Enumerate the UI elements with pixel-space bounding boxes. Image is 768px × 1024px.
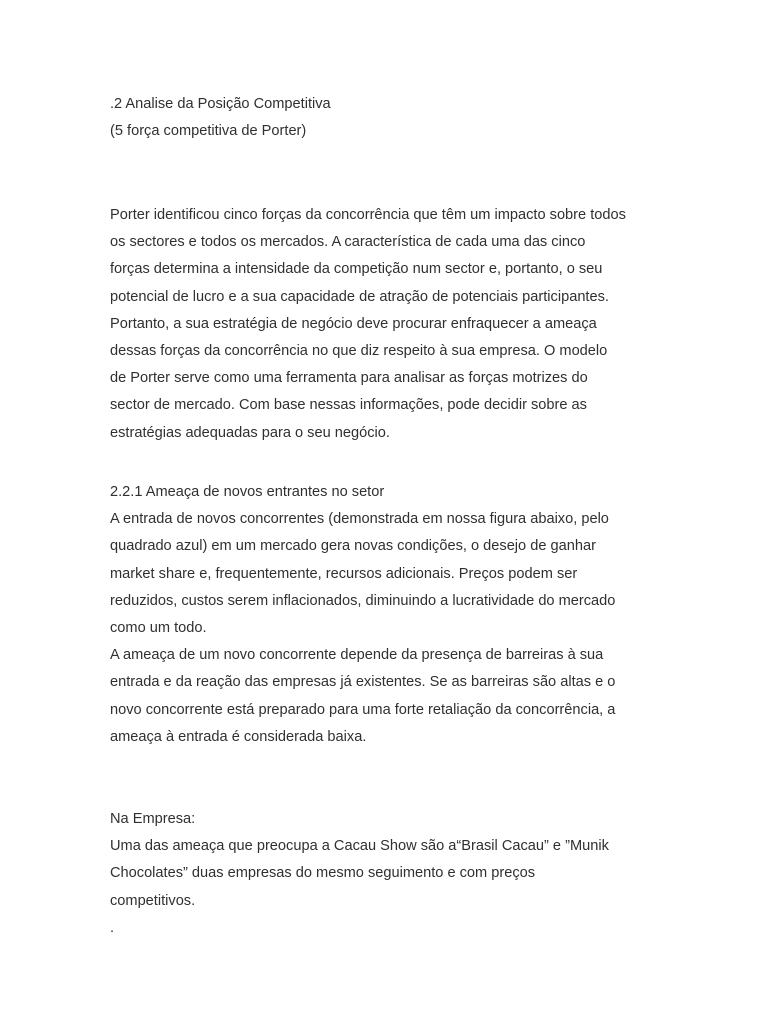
text-line: entrada e da reação das empresas já existentes. Se as barreiras são altas e o: [110, 674, 616, 691]
subsection-title: 2.2.1 Ameaça de novos entrantes no setor: [110, 484, 385, 500]
empresa-title: Na Empresa:: [110, 811, 196, 827]
text-line: como um todo.: [110, 619, 207, 636]
text-line: dessas forças da concorrência no que diz respeito à sua empresa. O modelo: [110, 342, 608, 359]
text-line: ameaça à entrada é considerada baixa.: [110, 728, 367, 745]
text-line: A entrada de novos concorrentes (demonstrada em nossa figura abaixo, pelo: [110, 511, 609, 528]
text-line: Portanto, a sua estratégia de negócio deve procurar enfraquecer a ameaça: [110, 315, 597, 332]
text-line: Chocolates” duas empresas do mesmo seguimento e com preços: [110, 865, 536, 882]
text-line: novo concorrente está preparado para uma forte retaliação da concorrência, a: [110, 701, 616, 718]
text-line: reduzidos, custos serem inflacionados, diminuindo a lucratividade do mercado: [110, 592, 616, 609]
text-line: Porter identificou cinco forças da concorrência que têm um impacto sobre todos: [110, 207, 626, 223]
text-line: market share e, frequentemente, recursos adicionais. Preços podem ser: [110, 565, 578, 582]
section-2-2-1: [110, 479, 615, 751]
text-line: potencial de lucro e a sua capacidade de atração de potenciais participantes.: [110, 288, 609, 305]
text-line: de Porter serve como uma ferramenta para analisar as forças motrizes do: [110, 370, 588, 387]
text-line: os sectores e todos os mercados. A característica de cada uma das cinco: [110, 234, 586, 251]
text-line: A ameaça de um novo concorrente depende da presença de barreiras à sua: [110, 647, 604, 664]
text-line: .: [110, 919, 115, 936]
text-line: competitivos.: [110, 892, 196, 909]
text-line: sector de mercado. Com base nessas informações, pode decidir sobre as: [110, 397, 587, 414]
text-line: Uma das ameaça que preocupa a Cacau Show são a“Brasil Cacau” e ”Munik: [110, 838, 609, 855]
intro-paragraph: [110, 202, 626, 447]
section-subheading: (5 força competitiva de Porter): [110, 123, 307, 139]
text-line: forças determina a intensidade da competição num sector e, portanto, o seu: [110, 261, 603, 278]
text-line: estratégias adequadas para o seu negócio.: [110, 424, 390, 441]
section-heading: .2 Analise da Posição Competitiva: [110, 96, 331, 112]
text-line: quadrado azul) em um mercado gera novas condições, o desejo de ganhar: [110, 538, 596, 555]
empresa-section: [110, 806, 609, 942]
